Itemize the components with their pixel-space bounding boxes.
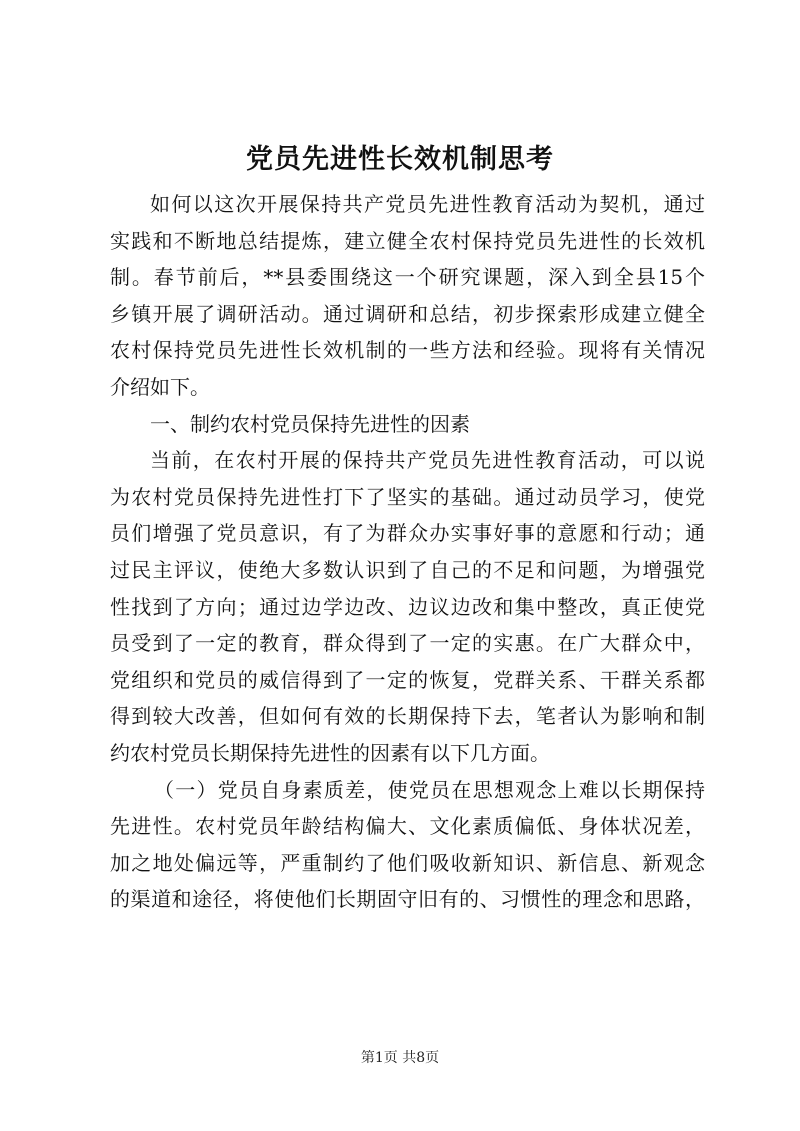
subsection-heading-line: （一）党员自身素质差，使党员在思想观念上难以长期保持 (154, 777, 705, 802)
paragraph-line: 农村保持党员先进性长效机制的一些方法和经验。现将有关情况 (110, 338, 705, 363)
paragraph-line: 先进性。农村党员年龄结构偏大、文化素质偏低、身体状况差， (110, 814, 705, 839)
paragraph-line: 员们增强了党员意识，有了为群众办实事好事的意愿和行动；通 (110, 521, 705, 546)
section-heading: 一、制约农村党员保持先进性的因素 (150, 411, 470, 436)
paragraph-line: 介绍如下。 (110, 374, 210, 399)
paragraph-line: 的渠道和途径，将使他们长期固守旧有的、习惯性的理念和思路， (110, 887, 705, 912)
paragraph-line: 当前，在农村开展的保持共产党员先进性教育活动，可以说 (150, 448, 705, 473)
paragraph-line: 员受到了一定的教育，群众得到了一定的实惠。在广大群众中， (110, 631, 705, 656)
paragraph-line: 为农村党员保持先进性打下了坚实的基础。通过动员学习，使党 (110, 484, 705, 509)
page-number-footer: 第1页 共8页 (360, 1050, 440, 1066)
paragraph-line: 乡镇开展了调研活动。通过调研和总结，初步探索形成建立健全 (110, 301, 705, 326)
paragraph-line: 如何以这次开展保持共产党员先进性教育活动为契机，通过 (150, 192, 705, 216)
paragraph-line: 性找到了方向；通过边学边改、边议边改和集中整改，真正使党 (110, 594, 705, 619)
paragraph-line: 党组织和党员的威信得到了一定的恢复，党群关系、干群关系都 (110, 667, 705, 692)
paragraph-line: 约农村党员长期保持先进性的因素有以下几方面。 (110, 740, 550, 765)
document-body (110, 186, 705, 918)
paragraph-line: 过民主评议，使绝大多数认识到了自己的不足和问题，为增强党 (110, 557, 705, 582)
paragraph-line: 加之地处偏远等，严重制约了他们吸收新知识、新信息、新观念 (110, 850, 705, 875)
paragraph-line: 得到较大改善，但如何有效的长期保持下去，笔者认为影响和制 (110, 704, 705, 729)
document-title: 党员先进性长效机制思考 (246, 144, 554, 175)
paragraph-line: 实践和不断地总结提炼，建立健全农村保持党员先进性的长效机 (110, 228, 705, 253)
paragraph-line: 制。春节前后，**县委围绕这一个研究课题，深入到全县15个 (110, 265, 705, 290)
